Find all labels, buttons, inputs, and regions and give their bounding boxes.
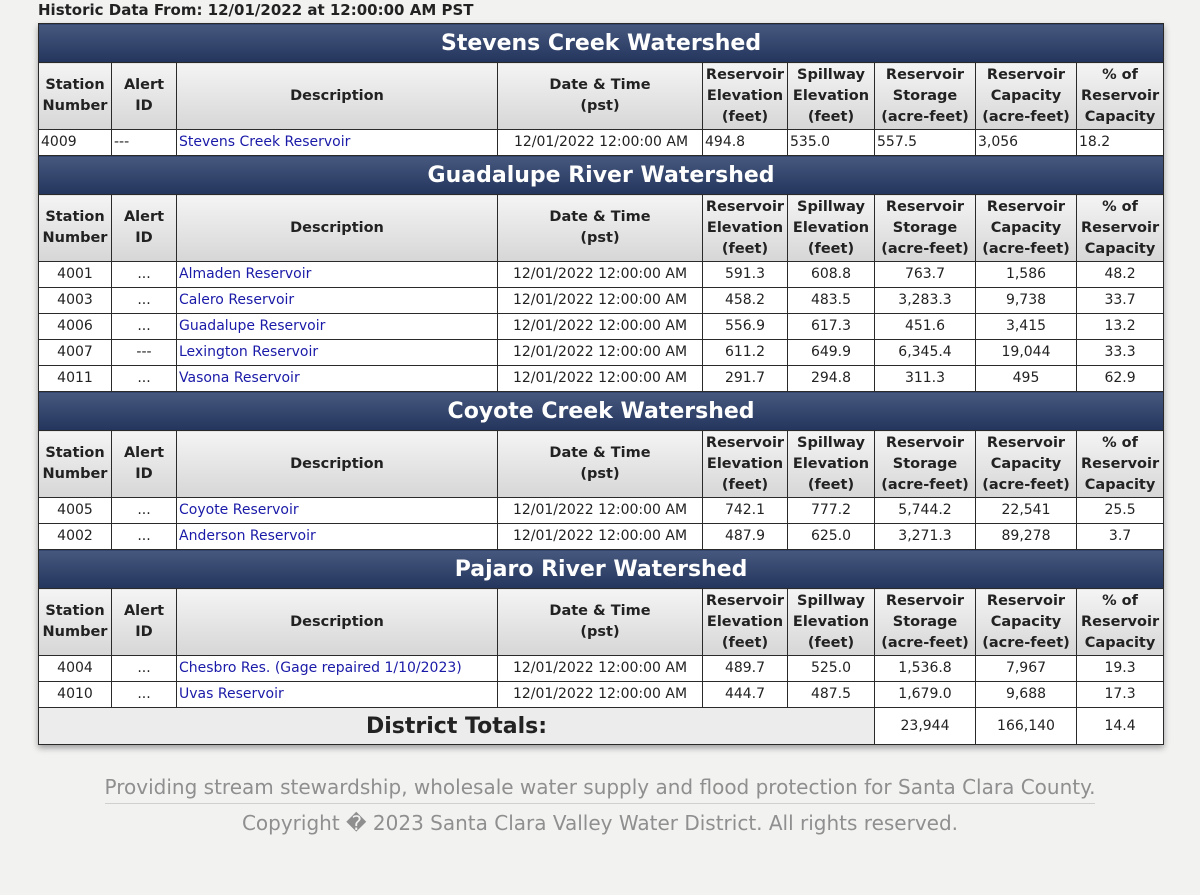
- column-header-line: ID: [135, 98, 153, 114]
- table-row: [39, 498, 1164, 524]
- column-header-description: Description: [177, 431, 498, 498]
- column-header-description: Description: [177, 63, 498, 130]
- cell-pct: 33.3: [1077, 340, 1164, 366]
- column-header-line: Capacity: [990, 87, 1062, 104]
- cell-capacity: 3,056: [976, 130, 1077, 156]
- column-header-line: Station: [45, 209, 105, 225]
- column-header-station: [39, 431, 112, 498]
- column-header-pct: [1077, 431, 1164, 498]
- cell-spill-elev: 294.8: [788, 366, 875, 392]
- reservoir-link[interactable]: Stevens Creek Reservoir: [177, 130, 498, 156]
- column-header-line: (acre-feet): [982, 476, 1070, 493]
- cell-storage: 311.3: [875, 366, 976, 392]
- watershed-header-row: [39, 24, 1164, 63]
- district-totals-label: District Totals:: [39, 708, 875, 745]
- column-header-line: % of: [1102, 198, 1138, 215]
- column-header-line: Date & Time: [549, 603, 651, 619]
- column-header-line: (feet): [807, 240, 855, 257]
- column-header-line: Date & Time: [549, 445, 651, 461]
- column-header-line: (feet): [721, 108, 769, 125]
- cell-res-elev: 494.8: [703, 130, 788, 156]
- cell-capacity: 9,738: [976, 288, 1077, 314]
- column-header-line: Reservoir: [986, 592, 1066, 609]
- column-header-line: % of: [1102, 592, 1138, 609]
- cell-alert: ...: [112, 262, 177, 288]
- table-row: [39, 656, 1164, 682]
- cell-spill-elev: 625.0: [788, 524, 875, 550]
- column-header-line: Spillway: [797, 434, 865, 451]
- column-header-res_elev: [703, 195, 788, 262]
- column-header-spill_elev: [788, 431, 875, 498]
- cell-station: 4010: [39, 682, 112, 708]
- column-header-line: Storage: [892, 613, 958, 630]
- table-row: [39, 288, 1164, 314]
- table-row: [39, 130, 1164, 156]
- column-header-row: [39, 63, 1164, 130]
- cell-spill-elev: 487.5: [788, 682, 875, 708]
- watershed-title: Coyote Creek Watershed: [39, 392, 1164, 431]
- column-header-line: (pst): [580, 466, 620, 482]
- cell-storage: 3,283.3: [875, 288, 976, 314]
- cell-alert: ...: [112, 656, 177, 682]
- cell-res-elev: 444.7: [703, 682, 788, 708]
- watershed-title: Pajaro River Watershed: [39, 550, 1164, 589]
- column-header-line: Date & Time: [549, 209, 651, 225]
- column-header-line: Number: [42, 466, 108, 482]
- cell-capacity: 22,541: [976, 498, 1077, 524]
- cell-alert: ...: [112, 366, 177, 392]
- watershed-title: Stevens Creek Watershed: [39, 24, 1164, 63]
- cell-time: 12/01/2022 12:00:00 AM: [498, 682, 703, 708]
- cell-station: 4001: [39, 262, 112, 288]
- cell-spill-elev: 608.8: [788, 262, 875, 288]
- total-pct: 14.4: [1077, 708, 1164, 745]
- column-header-alert: [112, 63, 177, 130]
- table-row: [39, 524, 1164, 550]
- column-header-alert: [112, 431, 177, 498]
- column-header-line: Reservoir: [1080, 219, 1160, 236]
- cell-pct: 33.7: [1077, 288, 1164, 314]
- cell-storage: 6,345.4: [875, 340, 976, 366]
- column-header-line: Station: [45, 445, 105, 461]
- cell-alert: ...: [112, 314, 177, 340]
- column-header-capacity: [976, 195, 1077, 262]
- column-header-line: Capacity: [990, 455, 1062, 472]
- total-capacity: 166,140: [976, 708, 1077, 745]
- column-header-line: Storage: [892, 455, 958, 472]
- reservoir-link[interactable]: Coyote Reservoir: [177, 498, 498, 524]
- reservoir-link[interactable]: Vasona Reservoir: [177, 366, 498, 392]
- district-totals-row: [39, 708, 1164, 745]
- watershed-header-row: [39, 550, 1164, 589]
- column-header-line: % of: [1102, 66, 1138, 83]
- cell-time: 12/01/2022 12:00:00 AM: [498, 656, 703, 682]
- column-header-line: Spillway: [797, 592, 865, 609]
- column-header-line: Alert: [123, 603, 165, 619]
- cell-storage: 5,744.2: [875, 498, 976, 524]
- cell-station: 4011: [39, 366, 112, 392]
- column-header-capacity: [976, 431, 1077, 498]
- cell-pct: 17.3: [1077, 682, 1164, 708]
- watershed-header-row: [39, 392, 1164, 431]
- column-header-line: Reservoir: [885, 66, 965, 83]
- column-header-alert: [112, 195, 177, 262]
- column-header-line: Reservoir: [885, 198, 965, 215]
- column-header-line: (feet): [721, 634, 769, 651]
- reservoir-link[interactable]: Almaden Reservoir: [177, 262, 498, 288]
- column-header-line: % of: [1102, 434, 1138, 451]
- column-header-line: Reservoir: [705, 592, 785, 609]
- column-header-line: Alert: [123, 209, 165, 225]
- column-header-line: Number: [42, 98, 108, 114]
- table-row: [39, 262, 1164, 288]
- column-header-line: Alert: [123, 445, 165, 461]
- column-header-line: Reservoir: [1080, 455, 1160, 472]
- cell-pct: 19.3: [1077, 656, 1164, 682]
- column-header-line: Elevation: [706, 87, 784, 104]
- cell-alert: ...: [112, 498, 177, 524]
- table-row: [39, 366, 1164, 392]
- column-header-line: Number: [42, 624, 108, 640]
- cell-station: 4009: [39, 130, 112, 156]
- column-header-line: Reservoir: [986, 66, 1066, 83]
- column-header-line: Reservoir: [705, 66, 785, 83]
- cell-station: 4003: [39, 288, 112, 314]
- cell-spill-elev: 777.2: [788, 498, 875, 524]
- cell-spill-elev: 483.5: [788, 288, 875, 314]
- column-header-line: ID: [135, 466, 153, 482]
- column-header-line: Reservoir: [705, 434, 785, 451]
- column-header-res_elev: [703, 63, 788, 130]
- column-header-line: Elevation: [792, 455, 870, 472]
- cell-pct: 13.2: [1077, 314, 1164, 340]
- column-header-spill_elev: [788, 195, 875, 262]
- column-header-line: Capacity: [990, 219, 1062, 236]
- table-row: [39, 340, 1164, 366]
- cell-pct: 3.7: [1077, 524, 1164, 550]
- column-header-line: Storage: [892, 219, 958, 236]
- column-header-station: [39, 589, 112, 656]
- cell-storage: 763.7: [875, 262, 976, 288]
- cell-time: 12/01/2022 12:00:00 AM: [498, 288, 703, 314]
- cell-res-elev: 487.9: [703, 524, 788, 550]
- cell-spill-elev: 617.3: [788, 314, 875, 340]
- column-header-line: Reservoir: [1080, 613, 1160, 630]
- column-header-line: Elevation: [706, 455, 784, 472]
- column-header-line: Elevation: [706, 219, 784, 236]
- column-header-storage: [875, 431, 976, 498]
- column-header-line: (feet): [721, 476, 769, 493]
- column-header-line: (feet): [721, 240, 769, 257]
- column-header-capacity: [976, 63, 1077, 130]
- cell-alert: ---: [112, 130, 177, 156]
- column-header-line: (acre-feet): [982, 634, 1070, 651]
- column-header-line: (feet): [807, 634, 855, 651]
- column-header-line: Elevation: [706, 613, 784, 630]
- watershed-title: Guadalupe River Watershed: [39, 156, 1164, 195]
- cell-capacity: 9,688: [976, 682, 1077, 708]
- column-header-line: Capacity: [1084, 476, 1156, 493]
- cell-res-elev: 291.7: [703, 366, 788, 392]
- column-header-line: Capacity: [1084, 634, 1156, 651]
- column-header-line: Reservoir: [1080, 87, 1160, 104]
- cell-storage: 557.5: [875, 130, 976, 156]
- cell-alert: ...: [112, 524, 177, 550]
- historic-data-label: Historic Data From: 12/01/2022 at 12:00:00 AM PST: [38, 1, 474, 19]
- column-header-spill_elev: [788, 63, 875, 130]
- reservoir-link[interactable]: Lexington Reservoir: [177, 340, 498, 366]
- cell-time: 12/01/2022 12:00:00 AM: [498, 314, 703, 340]
- cell-pct: 25.5: [1077, 498, 1164, 524]
- column-header-line: Reservoir: [986, 434, 1066, 451]
- column-header-station: [39, 63, 112, 130]
- column-header-row: [39, 431, 1164, 498]
- cell-station: 4007: [39, 340, 112, 366]
- cell-storage: 1,536.8: [875, 656, 976, 682]
- column-header-line: Spillway: [797, 198, 865, 215]
- cell-res-elev: 458.2: [703, 288, 788, 314]
- cell-station: 4006: [39, 314, 112, 340]
- column-header-line: (feet): [807, 108, 855, 125]
- cell-spill-elev: 535.0: [788, 130, 875, 156]
- cell-time: 12/01/2022 12:00:00 AM: [498, 366, 703, 392]
- column-header-line: Station: [45, 603, 105, 619]
- column-header-storage: [875, 195, 976, 262]
- cell-time: 12/01/2022 12:00:00 AM: [498, 262, 703, 288]
- cell-pct: 62.9: [1077, 366, 1164, 392]
- column-header-spill_elev: [788, 589, 875, 656]
- cell-capacity: 19,044: [976, 340, 1077, 366]
- cell-capacity: 7,967: [976, 656, 1077, 682]
- cell-time: 12/01/2022 12:00:00 AM: [498, 130, 703, 156]
- column-header-line: (pst): [580, 230, 620, 246]
- cell-spill-elev: 649.9: [788, 340, 875, 366]
- column-header-row: [39, 195, 1164, 262]
- footer-divider: [105, 803, 1095, 804]
- cell-pct: 48.2: [1077, 262, 1164, 288]
- column-header-line: Capacity: [1084, 240, 1156, 257]
- column-header-station: [39, 195, 112, 262]
- column-header-datetime: [498, 589, 703, 656]
- column-header-storage: [875, 589, 976, 656]
- cell-storage: 1,679.0: [875, 682, 976, 708]
- reservoir-data-table: [38, 23, 1164, 745]
- column-header-description: Description: [177, 195, 498, 262]
- cell-spill-elev: 525.0: [788, 656, 875, 682]
- column-header-pct: [1077, 195, 1164, 262]
- column-header-pct: [1077, 63, 1164, 130]
- column-header-line: Reservoir: [705, 198, 785, 215]
- reservoir-link[interactable]: Guadalupe Reservoir: [177, 314, 498, 340]
- cell-res-elev: 489.7: [703, 656, 788, 682]
- cell-capacity: 3,415: [976, 314, 1077, 340]
- column-header-pct: [1077, 589, 1164, 656]
- column-header-line: Date & Time: [549, 77, 651, 93]
- column-header-line: (acre-feet): [881, 240, 969, 257]
- cell-alert: ...: [112, 682, 177, 708]
- cell-time: 12/01/2022 12:00:00 AM: [498, 524, 703, 550]
- column-header-line: (feet): [807, 476, 855, 493]
- column-header-alert: [112, 589, 177, 656]
- cell-station: 4002: [39, 524, 112, 550]
- cell-res-elev: 556.9: [703, 314, 788, 340]
- column-header-line: (acre-feet): [982, 108, 1070, 125]
- cell-capacity: 495: [976, 366, 1077, 392]
- column-header-line: (pst): [580, 98, 620, 114]
- column-header-line: Elevation: [792, 613, 870, 630]
- cell-capacity: 1,586: [976, 262, 1077, 288]
- column-header-line: (acre-feet): [881, 476, 969, 493]
- cell-res-elev: 591.3: [703, 262, 788, 288]
- column-header-line: Spillway: [797, 66, 865, 83]
- table-row: [39, 314, 1164, 340]
- cell-time: 12/01/2022 12:00:00 AM: [498, 340, 703, 366]
- column-header-capacity: [976, 589, 1077, 656]
- reservoir-link[interactable]: Anderson Reservoir: [177, 524, 498, 550]
- column-header-line: Alert: [123, 77, 165, 93]
- table-row: [39, 682, 1164, 708]
- cell-res-elev: 742.1: [703, 498, 788, 524]
- cell-station: 4004: [39, 656, 112, 682]
- column-header-datetime: [498, 63, 703, 130]
- column-header-line: Capacity: [1084, 108, 1156, 125]
- column-header-line: Station: [45, 77, 105, 93]
- column-header-line: (acre-feet): [881, 108, 969, 125]
- cell-capacity: 89,278: [976, 524, 1077, 550]
- column-header-line: ID: [135, 624, 153, 640]
- column-header-line: (acre-feet): [982, 240, 1070, 257]
- cell-pct: 18.2: [1077, 130, 1164, 156]
- footer-tagline: Providing stream stewardship, wholesale water supply and flood protection for Santa Clara County.: [104, 775, 1096, 799]
- column-header-res_elev: [703, 589, 788, 656]
- column-header-line: Elevation: [792, 219, 870, 236]
- cell-time: 12/01/2022 12:00:00 AM: [498, 498, 703, 524]
- column-header-line: Storage: [892, 87, 958, 104]
- cell-storage: 3,271.3: [875, 524, 976, 550]
- column-header-datetime: [498, 431, 703, 498]
- cell-res-elev: 611.2: [703, 340, 788, 366]
- watershed-header-row: [39, 156, 1164, 195]
- column-header-line: Number: [42, 230, 108, 246]
- total-storage: 23,944: [875, 708, 976, 745]
- cell-station: 4005: [39, 498, 112, 524]
- column-header-line: Reservoir: [986, 198, 1066, 215]
- reservoir-link[interactable]: Calero Reservoir: [177, 288, 498, 314]
- column-header-line: (acre-feet): [881, 634, 969, 651]
- footer-copyright: Copyright � 2023 Santa Clara Valley Water District. All rights reserved.: [241, 811, 959, 835]
- column-header-line: (pst): [580, 624, 620, 640]
- column-header-description: Description: [177, 589, 498, 656]
- column-header-line: Reservoir: [885, 434, 965, 451]
- column-header-line: ID: [135, 230, 153, 246]
- cell-storage: 451.6: [875, 314, 976, 340]
- column-header-line: Reservoir: [885, 592, 965, 609]
- reservoir-link[interactable]: Uvas Reservoir: [177, 682, 498, 708]
- cell-alert: ---: [112, 340, 177, 366]
- column-header-line: Capacity: [990, 613, 1062, 630]
- column-header-datetime: [498, 195, 703, 262]
- column-header-res_elev: [703, 431, 788, 498]
- column-header-line: Elevation: [792, 87, 870, 104]
- cell-alert: ...: [112, 288, 177, 314]
- column-header-row: [39, 589, 1164, 656]
- column-header-storage: [875, 63, 976, 130]
- reservoir-link[interactable]: Chesbro Res. (Gage repaired 1/10/2023): [177, 656, 498, 682]
